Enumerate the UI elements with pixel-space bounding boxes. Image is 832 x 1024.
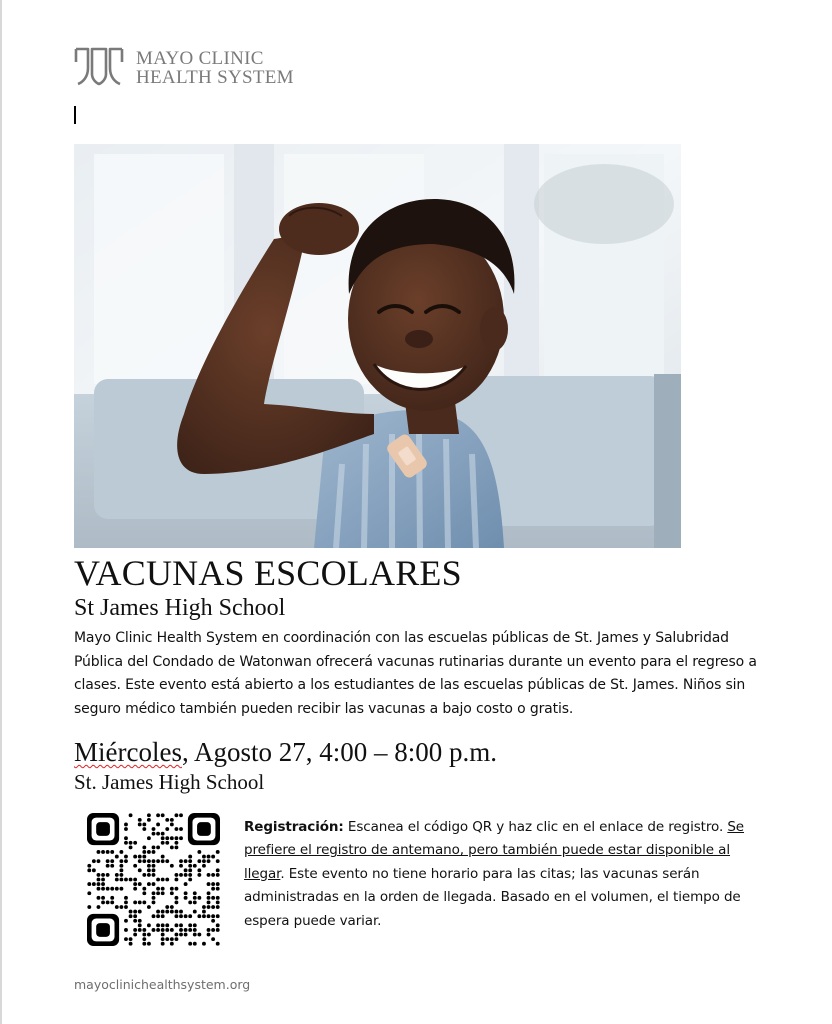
registration-details: . Este evento no tiene horario para las citas; las vacunas serán administradas en la orden de llegada. Basado en el volumen, el tiempo de espera puede variar. — [244, 865, 741, 929]
registration-text — [244, 816, 749, 933]
page-subtitle: St James High School — [74, 595, 286, 621]
logo-wordmark — [136, 49, 294, 87]
event-date — [74, 736, 497, 768]
event-date-time: , Agosto 27, 4:00 – 8:00 p.m. — [181, 737, 497, 767]
mayo-shield-icon — [74, 46, 124, 86]
page-title: VACUNAS ESCOLARES — [74, 553, 462, 593]
logo-line-2: HEALTH SYSTEM — [136, 67, 294, 88]
footer-url[interactable]: mayoclinichealthsystem.org — [74, 977, 251, 992]
hero-photo — [74, 144, 681, 548]
logo-line-1: MAYO CLINIC — [136, 48, 264, 69]
qr-code-icon[interactable] — [87, 813, 220, 946]
page-edge — [0, 0, 2, 1024]
mayo-clinic-logo[interactable] — [74, 46, 294, 90]
event-day: Miércoles — [74, 737, 182, 767]
text-cursor — [74, 106, 76, 124]
registration-link[interactable]: Se prefiere el registro de antemano, pero también puede estar disponible al llegar — [244, 819, 745, 882]
registration-intro: Escanea el código QR y haz clic en el enlace de registro. — [343, 819, 728, 835]
event-location: St. James High School — [74, 770, 265, 794]
intro-paragraph: Mayo Clinic Health System en coordinación con las escuelas públicas de St. James y Salubridad Pública del Condado de Watonwan ofrecerá vacunas rutinarias durante un evento para el regreso a clases. Este evento está abierto a los estudiantes de las escuelas públicas de St. James. Niños sin seguro médico también pueden recibir las vacunas a bajo costo o gratis. — [74, 630, 757, 717]
registration-label: Registración: — [244, 819, 344, 835]
